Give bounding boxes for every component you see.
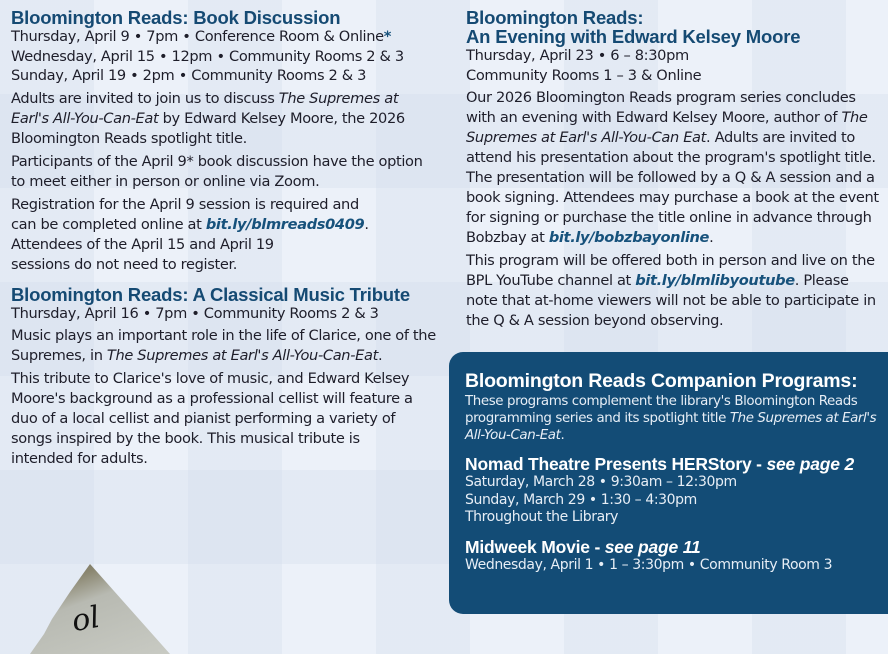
companion-intro: These programs complement the library's Bloomington Reads programming series and its spotlight title The Supremes at Earl's All-You-Can-Eat. [465,394,877,443]
evening-when: Thursday, April 23 • 6 – 8:30pm [466,47,689,64]
book-discussion-title: Bloomington Reads: Book Discussion [11,7,341,28]
handwritten-text: ol [69,599,103,640]
music-tribute-section [11,285,436,470]
asterisk-mark: * [383,28,392,45]
companion-programs-panel [449,352,888,614]
event-line: Wednesday, April 1 • 1 – 3:30pm • Community Room 3 [465,556,833,573]
music-tribute-intro: Music plays an important role in the life of Clarice, one of the Supremes, in The Supremes at Earl's All-You-Can-Eat. [11,327,436,364]
book-title: The Supremes at Earl's All-You-Can Eat [466,109,868,146]
registration-link[interactable]: bit.ly/blmreads0409 [205,215,365,233]
book-title: The Supremes at Earl's All-You-Can-Eat [11,89,399,127]
nomad-theatre-title: Nomad Theatre Presents HERStory - see page 2 [465,454,854,474]
music-tribute-description: This tribute to Clarice's love of music, and Edward Kelsey Moore's background as a professional cellist will feature a duo of a local cellist and pianist performing a variety of songs inspired by the book. This musical tribute is intended for adults. [11,370,413,467]
book-title: The Supremes at Earl's All-You-Can-Eat [465,411,877,443]
book-discussion-sessions [11,27,436,86]
evening-section [466,8,884,331]
page-reference: see page 2 [766,454,854,474]
music-tribute-session: Thursday, April 16 • 7pm • Community Rooms 2 & 3 [11,304,379,322]
right-column [466,8,884,340]
book-title: The Supremes at Earl's All-You-Can-Eat [106,347,378,364]
session-line: Sunday, April 19 • 2pm • Community Rooms 2 & 3 [11,67,367,84]
music-tribute-title: Bloomington Reads: A Classical Music Tribute [11,283,410,305]
left-column [11,8,436,478]
bobzbay-link[interactable]: bit.ly/bobzbayonline [548,229,710,246]
midweek-movie-title: Midweek Movie - see page 11 [465,536,701,557]
companion-title: Bloomington Reads Companion Programs: [465,370,858,392]
evening-details [466,46,884,85]
youtube-link[interactable]: bit.ly/blmlibyoutube [635,272,795,289]
event-line: Throughout the Library [465,509,619,525]
event-line: Sunday, March 29 • 1:30 – 4:30pm [465,491,697,508]
session-line: Wednesday, April 15 • 12pm • Community Rooms 2 & 3 [11,47,404,65]
book-discussion-description: Adults are invited to join us to discuss The Supremes at Earl's All-You-Can-Eat by Edward Kelsey Moore, the 2026 Bloomington Reads spotlight title. [11,89,405,147]
torn-paper-image [30,564,180,654]
session-line: Thursday, April 9 • 7pm • Conference Room & Online* [11,28,392,45]
book-discussion-section [11,8,436,275]
book-discussion-participants-note: Participants of the April 9* book discussion have the option to meet either in person or online via Zoom. [11,152,423,190]
evening-streaming-note: This program will be offered both in person and live on the BPL YouTube channel at bit.ly/blmlibyoutube. Please note that at-home viewers will not be able to participate in the Q & A session beyond observing. [466,252,876,329]
evening-where: Community Rooms 1 – 3 & Online [466,66,702,84]
page-reference: see page 11 [604,536,701,557]
book-discussion-registration: Registration for the April 9 session is required and can be completed online at bit.ly/blmreads0409. Attendees of the April 15 and April 19 sessions do not need to register. [11,195,369,273]
evening-title: Bloomington Reads: An Evening with Edward Kelsey Moore [466,7,801,47]
evening-description: Our 2026 Bloomington Reads program series concludes with an evening with Edward Kelsey Moore, author of The Supremes at Earl's All-You-Can Eat. Adults are invited to attend his presentation about the program's spotlight title. The presentation will be followed by a Q & A session and a book signing. Attendees may purchase a book at the event for signing or purchase the title online in advance through Bobzbay at bit.ly/bobzbayonline. [466,89,879,246]
event-line: Saturday, March 28 • 9:30am – 12:30pm [465,474,737,490]
